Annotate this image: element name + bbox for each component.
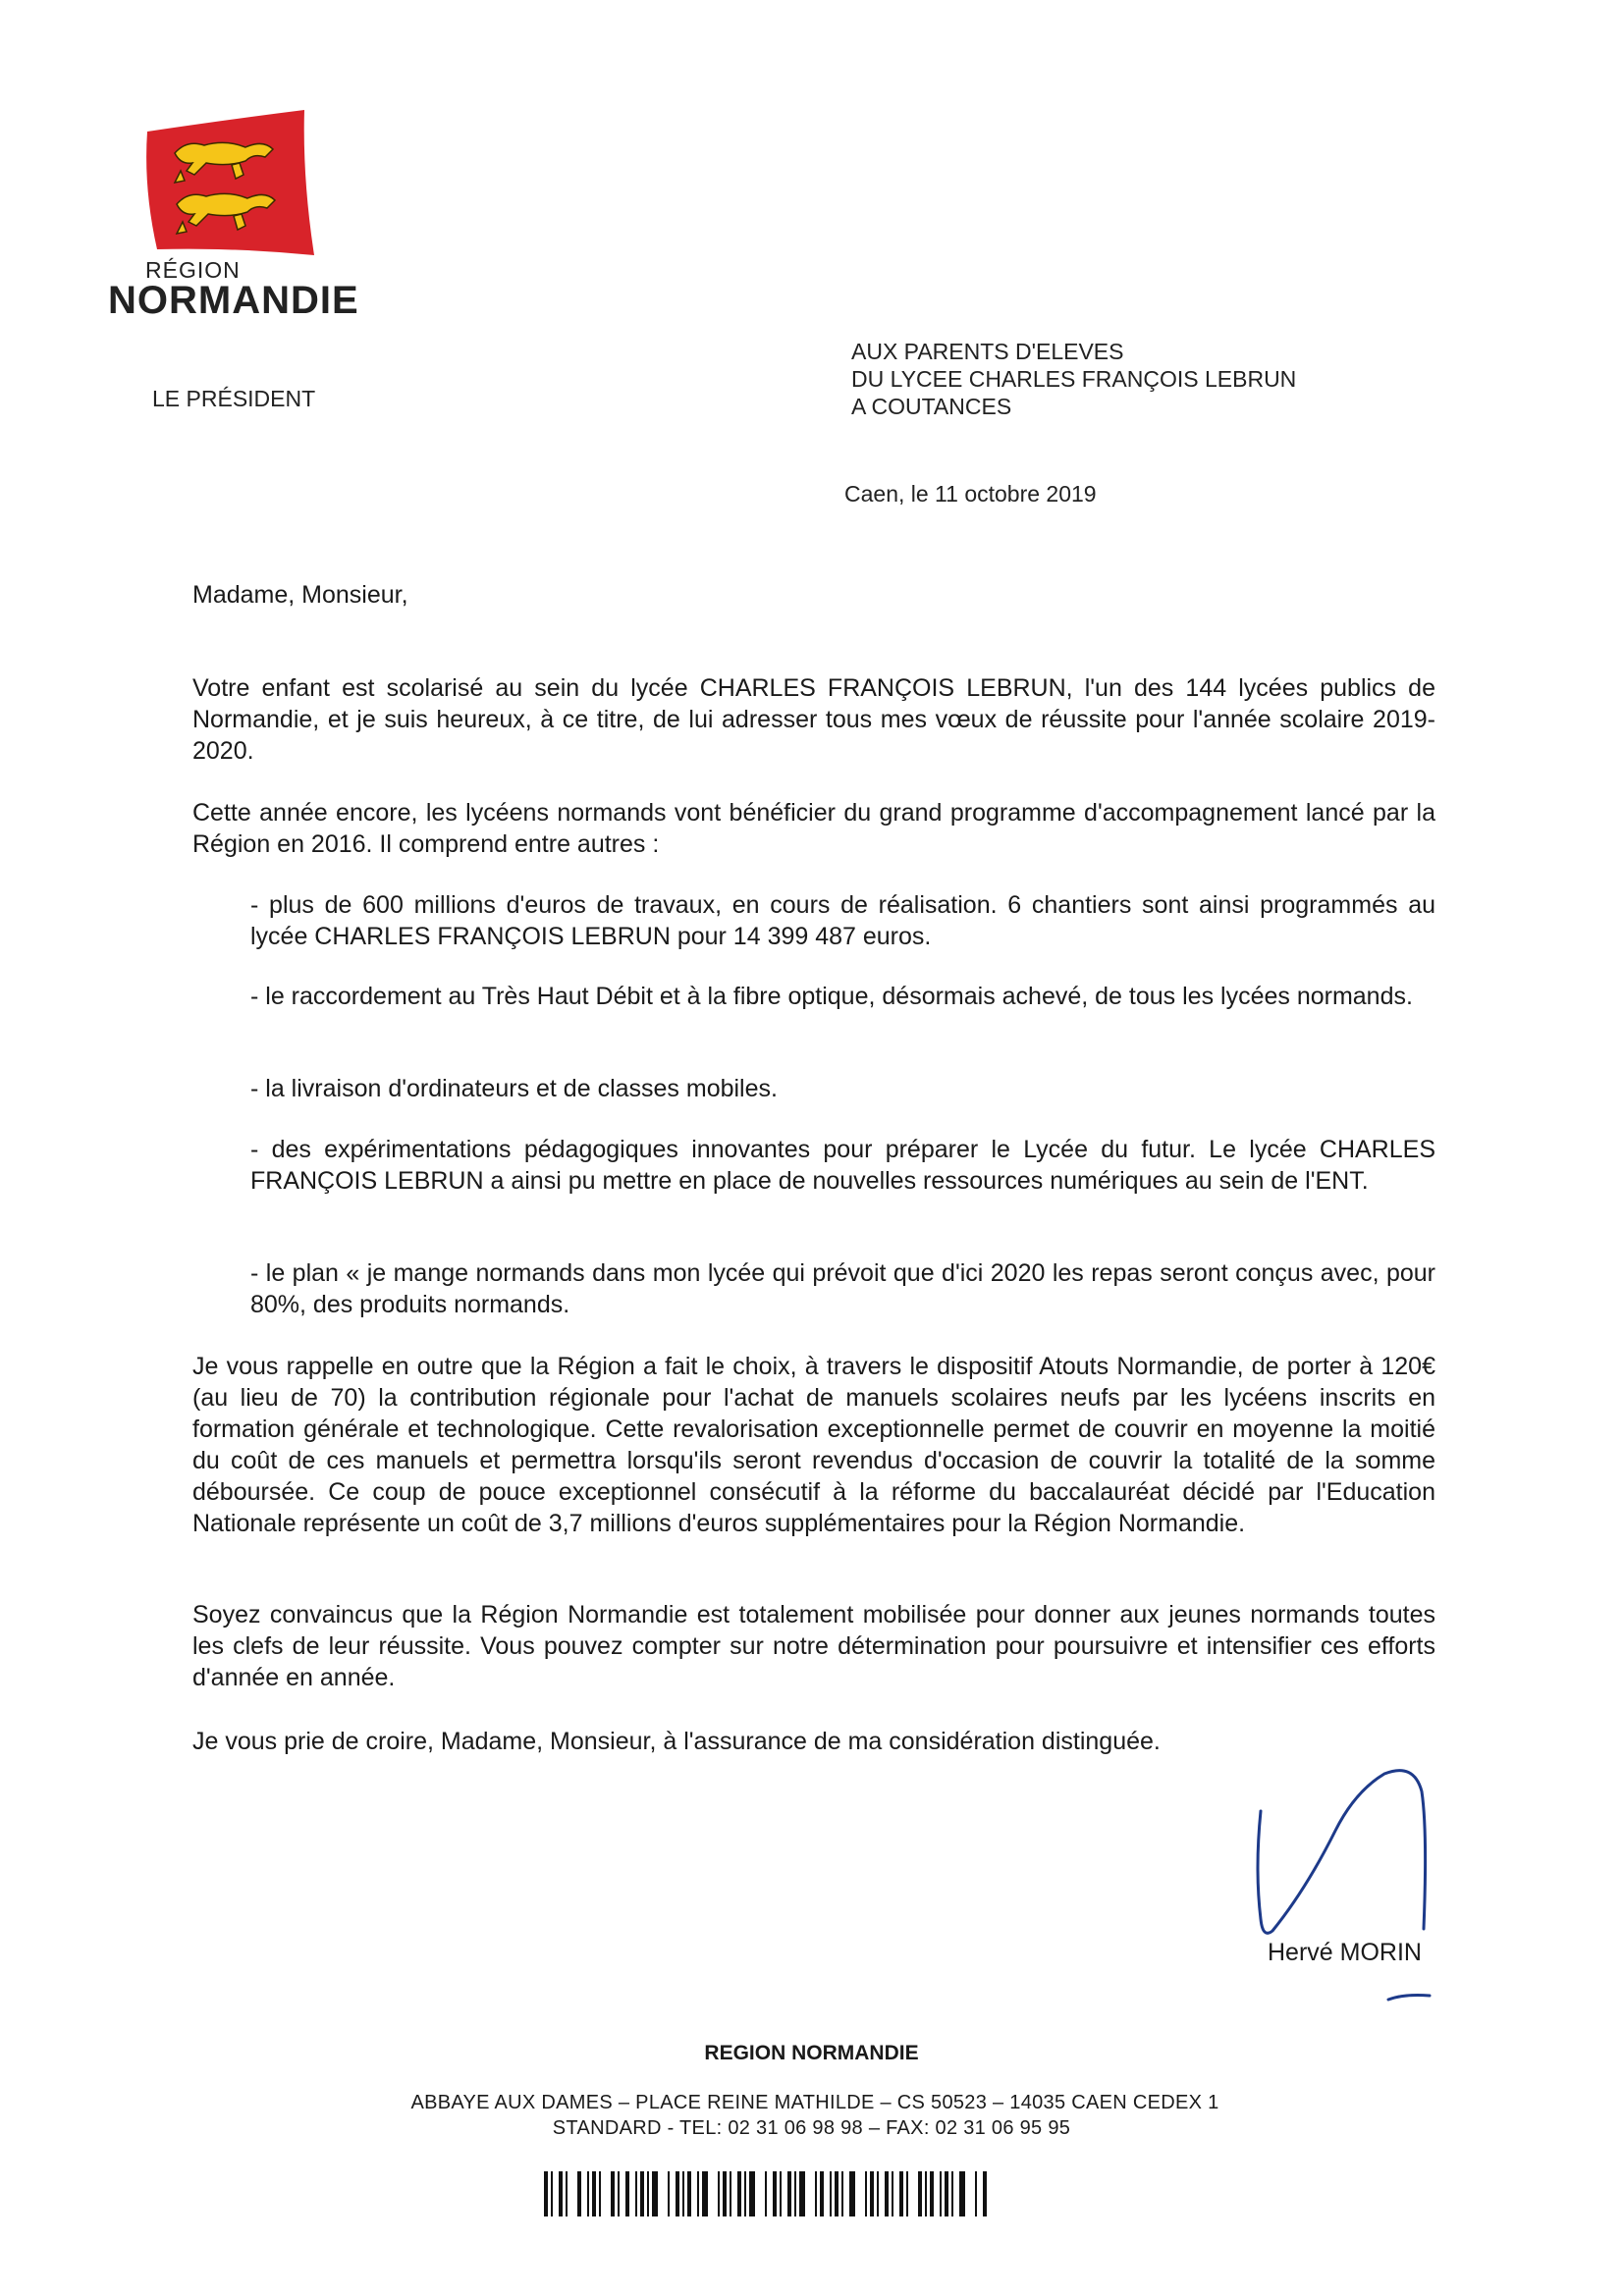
bullet-item: - des expérimentations pédagogiques innovantes pour préparer le Lycée du futur. Le lycée CHARLES FRANÇOIS LEBRUN a ainsi pu mettre en place de nouvelles ressources numériques au sein de l'ENT. xyxy=(250,1136,1435,1195)
barcode-bar xyxy=(682,2171,684,2216)
footer-address: ABBAYE AUX DAMES – PLACE REINE MATHILDE – CS 50523 – 14035 CAEN CEDEX 1 xyxy=(410,2092,1219,2113)
barcode-bar xyxy=(885,2171,889,2216)
barcode-bar xyxy=(587,2171,589,2216)
footer-phone: STANDARD - TEL: 02 31 06 98 98 – FAX: 02 31 06 95 95 xyxy=(552,2117,1071,2139)
barcode-bar xyxy=(730,2171,731,2216)
barcode-bar xyxy=(625,2171,629,2216)
barcode-bar xyxy=(697,2171,699,2216)
region-normandie-logo xyxy=(137,110,326,257)
barcode-bar xyxy=(749,2171,755,2216)
salutation: Madame, Monsieur, xyxy=(192,581,408,609)
barcode-bar xyxy=(702,2171,708,2216)
barcode-bar xyxy=(652,2171,658,2216)
closing-formula: Je vous prie de croire, Madame, Monsieur, à l'assurance de ma considération distinguée. xyxy=(192,1728,1161,1755)
barcode-bar xyxy=(687,2171,691,2216)
barcode-bar xyxy=(599,2171,601,2216)
bullet-item: - le plan « je mange normands dans mon lycée qui prévoit que d'ici 2020 les repas seront conçus avec, pour 80%, des produits normands. xyxy=(250,1259,1435,1318)
barcode-bar xyxy=(592,2171,596,2216)
barcode-bar xyxy=(676,2171,679,2216)
barcode-bar xyxy=(951,2171,953,2216)
barcode-bar xyxy=(544,2171,548,2216)
barcode-bar xyxy=(799,2171,805,2216)
barcode-bar xyxy=(635,2171,637,2216)
date-line: Caen, le 11 octobre 2019 xyxy=(844,481,1097,507)
barcode-bar xyxy=(559,2171,563,2216)
barcode-bar xyxy=(830,2171,832,2216)
barcode-bar xyxy=(849,2171,855,2216)
barcode-bar xyxy=(744,2171,746,2216)
barcode-bar xyxy=(870,2171,874,2216)
barcode-bar xyxy=(611,2171,615,2216)
barcode-bar xyxy=(820,2171,824,2216)
barcode-bar xyxy=(892,2171,893,2216)
barcode-bar xyxy=(930,2171,934,2216)
footer-title: REGION NORMANDIE xyxy=(704,2042,919,2064)
barcode-bar xyxy=(647,2171,649,2216)
barcode-bar xyxy=(925,2171,927,2216)
barcode-bar xyxy=(865,2171,867,2216)
barcode-bar xyxy=(906,2171,908,2216)
recipient-line: DU LYCEE CHARLES FRANÇOIS LEBRUN xyxy=(851,366,1297,392)
barcode-bar xyxy=(640,2171,644,2216)
body-paragraph: Votre enfant est scolarisé au sein du lycée CHARLES FRANÇOIS LEBRUN, l'un des 144 lycées publics de Normandie, et je suis heureux, à ce titre, de lui adresser tous mes vœux de réussite pour l'année scolaire 2019-2020. xyxy=(192,674,1435,765)
barcode-bar xyxy=(773,2171,777,2216)
barcode-bar xyxy=(835,2171,839,2216)
barcode-bar xyxy=(551,2171,553,2216)
barcode-bar xyxy=(940,2171,942,2216)
barcode-bar xyxy=(945,2171,948,2216)
barcode-bar xyxy=(841,2171,843,2216)
barcode-bar xyxy=(918,2171,922,2216)
barcode-bar xyxy=(577,2171,581,2216)
barcode-bar xyxy=(787,2171,791,2216)
barcode-bar xyxy=(723,2171,727,2216)
barcode xyxy=(542,2171,1092,2216)
body-paragraph: Soyez convaincus que la Région Normandie est totalement mobilisée pour donner aux jeunes normands toutes les clefs de leur réussite. Vous pouvez compter sur notre détermination pour poursuivre et intensifier ces efforts d'année en année. xyxy=(192,1601,1435,1691)
barcode-bar xyxy=(899,2171,903,2216)
signer-name: Hervé MORIN xyxy=(1268,1939,1422,1966)
sender-role: LE PRÉSIDENT xyxy=(152,386,316,411)
barcode-bar xyxy=(794,2171,796,2216)
barcode-bar xyxy=(737,2171,741,2216)
bullet-item: - la livraison d'ordinateurs et de classes mobiles. xyxy=(250,1075,778,1102)
barcode-bar xyxy=(983,2171,987,2216)
barcode-bar xyxy=(668,2171,670,2216)
bullet-item: - plus de 600 millions d'euros de travaux, en cours de réalisation. 6 chantiers sont ainsi programmés au lycée CHARLES FRANÇOIS LEBRUN pour 14 399 487 euros. xyxy=(250,891,1435,950)
recipient-line: A COUTANCES xyxy=(851,394,1012,419)
barcode-bar xyxy=(780,2171,782,2216)
recipient-block xyxy=(851,338,1296,420)
barcode-bar xyxy=(566,2171,568,2216)
barcode-bar xyxy=(877,2171,879,2216)
bullet-item: - le raccordement au Très Haut Débit et à la fibre optique, désormais achevé, de tous les lycées normands. xyxy=(250,983,1413,1010)
barcode-bar xyxy=(975,2171,977,2216)
body-paragraph: Je vous rappelle en outre que la Région a fait le choix, à travers le dispositif Atouts Normandie, de porter à 120€ (au lieu de 70) la contribution régionale pour l'achat de manuels scolaires neufs par les lycéens inscrits en formation générale et technologique. Cette revalorisation exceptionnelle permet de couvrir en moyenne la moitié du coût de ces manuels et permettra lorsqu'ils seront revendus d'occasion de couvrir la totalité de la somme déboursée. Ce coup de pouce exceptionnel consécutif à la réforme du baccalauréat décidé par l'Education Nationale représente un coût de 3,7 millions d'euros supplémentaires pour la Région Normandie. xyxy=(192,1353,1435,1537)
signature-stroke xyxy=(1384,1988,1434,2007)
barcode-bar xyxy=(959,2171,965,2216)
barcode-bar xyxy=(815,2171,817,2216)
barcode-bar xyxy=(618,2171,620,2216)
org-name-big: NORMANDIE xyxy=(108,279,359,322)
recipient-line: AUX PARENTS D'ELEVES xyxy=(851,339,1124,364)
body-paragraph: Cette année encore, les lycéens normands vont bénéficier du grand programme d'accompagnement lancé par la Région en 2016. Il comprend entre autres : xyxy=(192,799,1435,858)
org-name-small: RÉGION xyxy=(145,257,241,283)
barcode-bar xyxy=(718,2171,720,2216)
barcode-bar xyxy=(765,2171,767,2216)
